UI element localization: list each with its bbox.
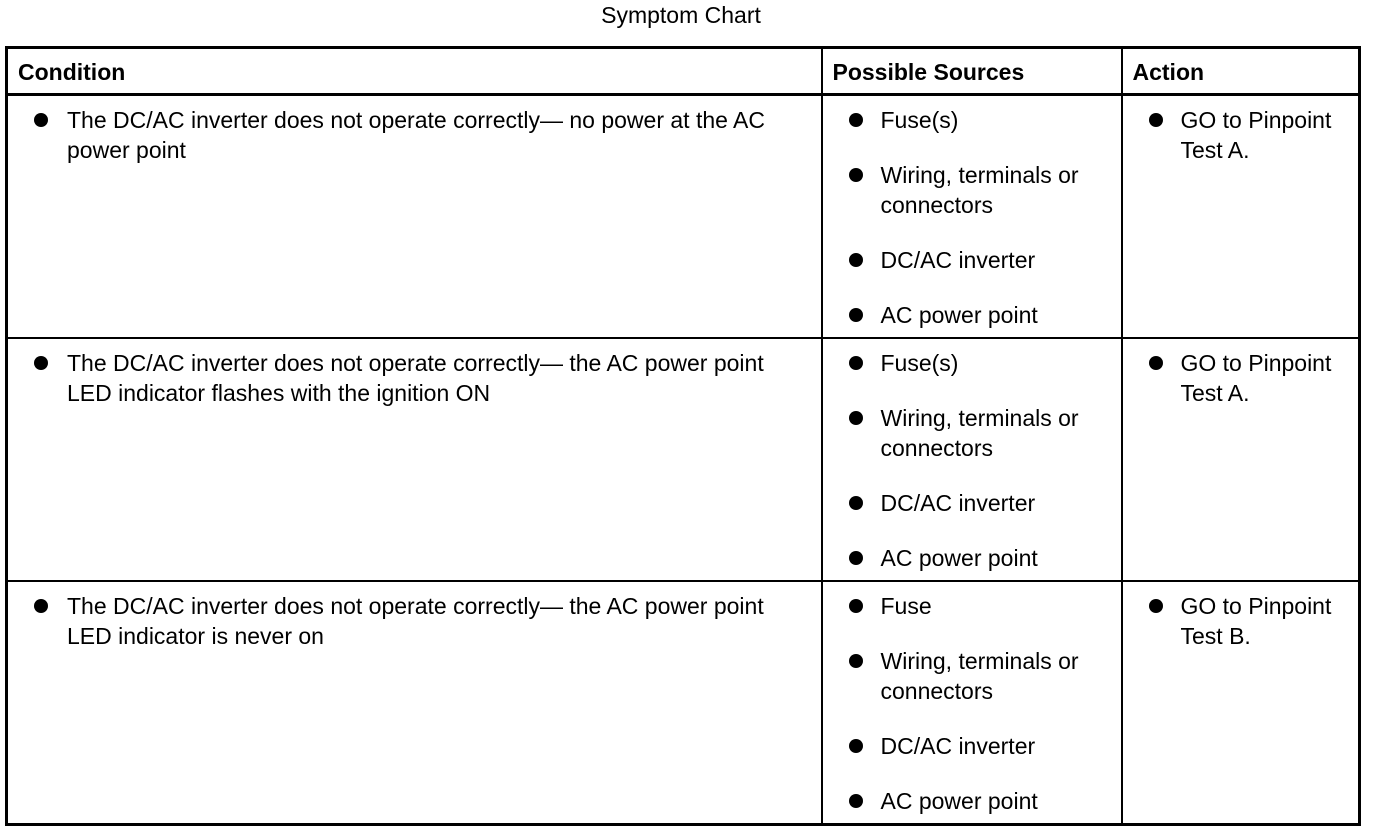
- bullet-icon: [1149, 599, 1163, 613]
- action-list: [1123, 591, 1351, 651]
- bullet-icon: [1149, 113, 1163, 127]
- list-item: [823, 543, 1113, 573]
- list-item: [823, 591, 1113, 621]
- source-text: Wiring, terminals or connectors: [880, 405, 1079, 461]
- chart-title: Symptom Chart: [601, 2, 761, 28]
- list-item: [1123, 591, 1351, 651]
- bullet-icon: [34, 599, 48, 613]
- list-item: [823, 731, 1113, 761]
- list-item: [823, 786, 1113, 816]
- bullet-icon: [849, 411, 863, 425]
- condition-text: The DC/AC inverter does not operate correctly— no power at the AC power point: [67, 107, 765, 163]
- source-text: AC power point: [880, 545, 1038, 571]
- list-item: [8, 105, 813, 165]
- bullet-icon: [849, 168, 863, 182]
- list-item: [823, 300, 1113, 330]
- source-text: DC/AC inverter: [880, 732, 1036, 759]
- header-row: [7, 48, 1360, 95]
- table-row: [7, 581, 1360, 825]
- condition-text: The DC/AC inverter does not operate correctly— the AC power point LED indicator flashes with the ignition ON: [67, 350, 764, 406]
- bullet-icon: [849, 794, 863, 808]
- bullet-icon: [34, 356, 48, 370]
- bullet-icon: [849, 496, 863, 510]
- header-condition: Condition: [7, 48, 822, 95]
- list-item: [823, 348, 1113, 378]
- list-item: [823, 160, 1113, 220]
- sources-list: [823, 348, 1113, 573]
- bullet-icon: [849, 356, 863, 370]
- condition-text: The DC/AC inverter does not operate correctly— the AC power point LED indicator is never on: [67, 592, 764, 649]
- bullet-icon: [849, 599, 863, 613]
- list-item: [823, 105, 1113, 135]
- sources-list: [823, 591, 1113, 816]
- condition-list: [8, 348, 813, 408]
- list-item: [823, 488, 1113, 518]
- bullet-icon: [34, 113, 48, 127]
- bullet-icon: [849, 551, 863, 565]
- bullet-icon: [849, 253, 863, 267]
- condition-cell: [7, 581, 822, 825]
- action-cell: [1122, 338, 1360, 581]
- table-row: [7, 95, 1360, 339]
- bullet-icon: [1149, 356, 1163, 370]
- condition-list: [8, 591, 813, 651]
- condition-list: [8, 105, 813, 165]
- bullet-icon: [849, 739, 863, 753]
- action-text: GO to Pinpoint Test A.: [1180, 350, 1332, 406]
- source-text: DC/AC inverter: [880, 490, 1036, 516]
- source-text: Fuse: [880, 592, 932, 619]
- source-text: Wiring, terminals or connectors: [880, 647, 1079, 704]
- sources-cell: [822, 581, 1122, 825]
- action-list: [1123, 348, 1351, 408]
- sources-list: [823, 105, 1113, 330]
- list-item: [1123, 348, 1351, 408]
- symptom-table: [5, 46, 1361, 826]
- list-item: [1123, 105, 1351, 165]
- action-list: [1123, 105, 1351, 165]
- condition-cell: [7, 95, 822, 339]
- source-text: Wiring, terminals or connectors: [880, 162, 1079, 218]
- action-cell: [1122, 581, 1360, 825]
- action-cell: [1122, 95, 1360, 339]
- action-text: GO to Pinpoint Test B.: [1180, 592, 1332, 649]
- header-possible-sources: Possible Sources: [822, 48, 1122, 95]
- sources-cell: [822, 95, 1122, 339]
- source-text: Fuse(s): [880, 350, 959, 376]
- action-text: GO to Pinpoint Test A.: [1180, 107, 1332, 163]
- list-item: [8, 348, 813, 408]
- list-item: [823, 403, 1113, 463]
- source-text: DC/AC inverter: [880, 247, 1036, 273]
- bullet-icon: [849, 654, 863, 668]
- list-item: [8, 591, 813, 651]
- source-text: AC power point: [880, 302, 1038, 328]
- list-item: [823, 245, 1113, 275]
- header-action: Action: [1122, 48, 1360, 95]
- source-text: Fuse(s): [880, 107, 959, 133]
- source-text: AC power point: [880, 787, 1038, 814]
- bullet-icon: [849, 308, 863, 322]
- sources-cell: [822, 338, 1122, 581]
- list-item: [823, 646, 1113, 706]
- bullet-icon: [849, 113, 863, 127]
- table-row: [7, 338, 1360, 581]
- condition-cell: [7, 338, 822, 581]
